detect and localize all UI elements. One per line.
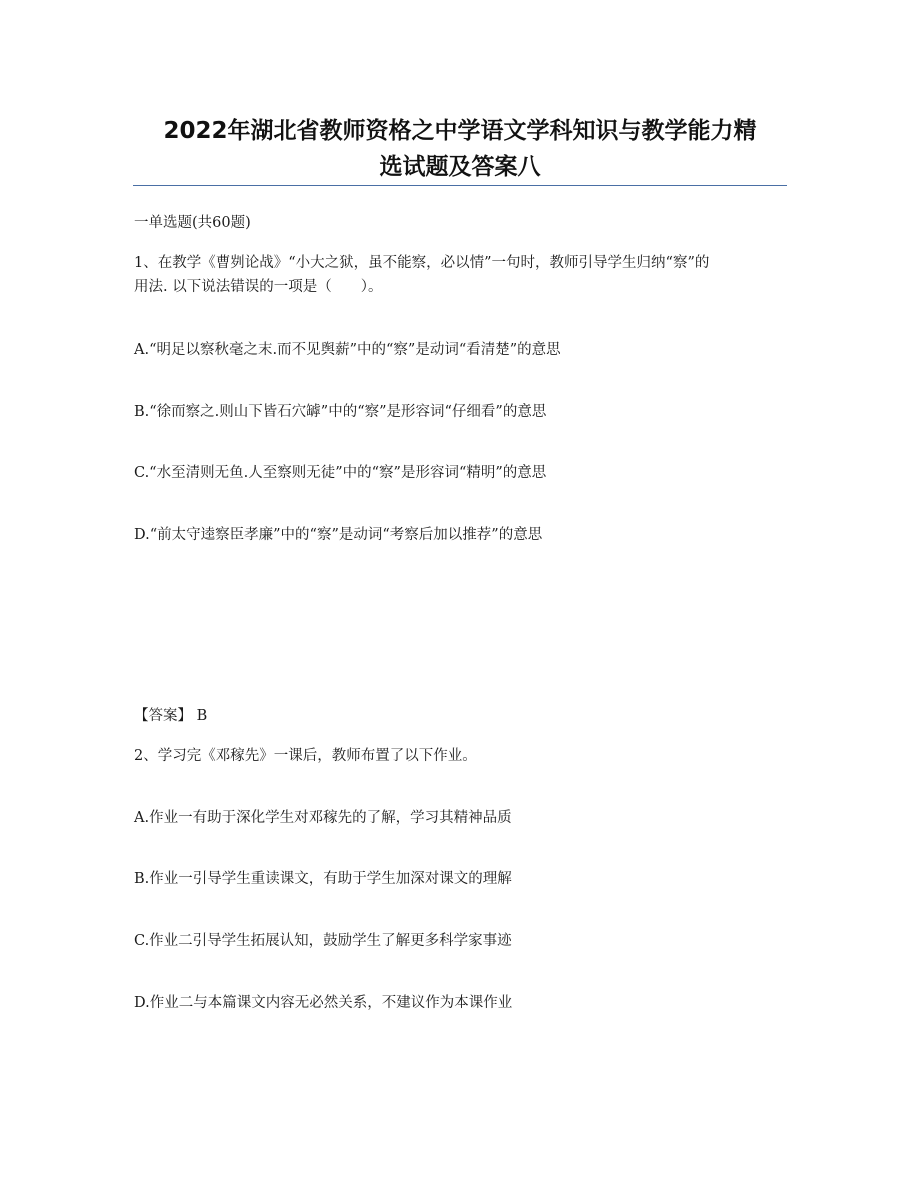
- question-2-option-a: A.作业一有助于深化学生对邓稼先的了解，学习其精神品质: [134, 810, 512, 826]
- question-1-stem-line-2: 用法. 以下说法错误的一项是（ ）。: [134, 279, 383, 295]
- question-2-option-d: D.作业二与本篇课文内容无必然关系，不建议作为本课作业: [134, 995, 513, 1011]
- question-1-answer: 【答案】 B: [134, 708, 208, 724]
- question-2-stem-line-1: 2、学习完《邓稼先》一课后，教师布置了以下作业。: [134, 748, 477, 764]
- question-1-option-c: C.“水至清则无鱼.人至察则无徒”中的“察”是形容词“精明”的意思: [134, 465, 547, 481]
- question-1-option-a: A.“明足以察秋毫之末.而不见舆薪”中的“察”是动词“看清楚”的意思: [134, 342, 561, 358]
- question-1-option-d: D.“前太守逵察臣孝廉”中的“察”是动词“考察后加以推荐”的意思: [134, 527, 543, 543]
- title-underline: [133, 185, 787, 186]
- document-title-line-1: 2022年湖北省教师资格之中学语文学科知识与教学能力精: [163, 118, 757, 144]
- question-2-option-b: B.作业一引导学生重读课文，有助于学生加深对课文的理解: [134, 871, 512, 887]
- question-2-option-c: C.作业二引导学生拓展认知，鼓励学生了解更多科学家事迹: [134, 933, 512, 949]
- question-1-option-b: B.“徐而察之.则山下皆石穴罅”中的“察”是形容词“仔细看”的意思: [134, 404, 547, 420]
- document-title-line-2: 选试题及答案八: [379, 154, 541, 180]
- section-heading: 一单选题(共60题): [134, 215, 251, 231]
- question-1-stem-line-1: 1、在教学《曹刿论战》“小大之狱，虽不能察，必以情”一句时，教师引导学生归纳“察”的: [134, 255, 710, 271]
